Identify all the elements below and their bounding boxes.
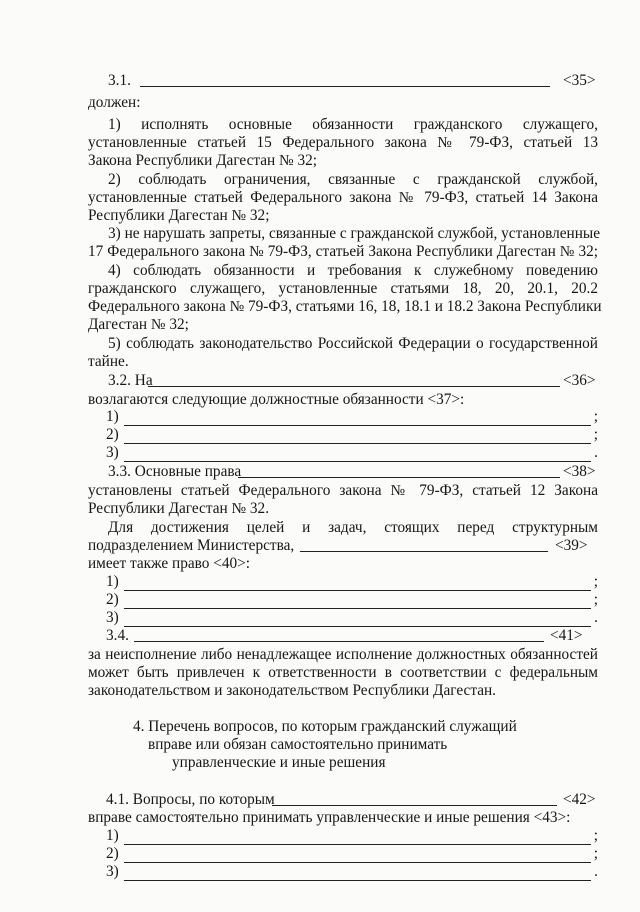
s31-item3-line2: 17 Федерального закона № 79-ФЗ, статьей Закона Республики Дагестан № 32; [88, 243, 598, 260]
s41-line1-end: ; [593, 827, 598, 844]
s33-blank-field [238, 477, 560, 478]
s33-para-line3: имеет также право <40>: [88, 555, 251, 572]
s31-blank-field [140, 86, 550, 87]
s33-line1: установлены статьей Федерального закона № 79-ФЗ, статьей 12 Закона [88, 482, 598, 499]
s33-line1-end: ; [593, 573, 598, 590]
s41-line1-blank [124, 830, 591, 845]
s34-blank-field [134, 641, 544, 642]
s31-item2-line1: 2) соблюдать ограничения, связанные с гражданской службой, [108, 171, 598, 188]
s31-item1-line1: 1) исполнять основные обязанности гражданского служащего, [108, 116, 598, 133]
s32-list-line1 [106, 408, 598, 426]
s31-item4-line4: Дагестан № 32; [88, 316, 189, 333]
s41-line2-end: ; [593, 845, 598, 862]
s32-line3-number: 3) [106, 444, 119, 461]
s31-item2-line3: Республики Дагестан № 32; [88, 207, 270, 224]
s31-continuation: должен: [88, 94, 141, 111]
s33-list-line2 [106, 591, 598, 609]
s41-line3-end: . [594, 863, 598, 880]
s32-lead: 3.2. На [108, 372, 153, 389]
s33-ref2: <39> [555, 537, 588, 554]
s34-line3: законодательством и законодательством Республики Дагестан. [88, 682, 496, 699]
s31-item4-line3: Федерального закона № 79-ФЗ, статьями 16, 18, 18.1 и 18.2 Закона Республики [88, 298, 602, 315]
s33-list-line3 [106, 609, 598, 627]
s33-ref: <38> [563, 463, 596, 480]
s31-item3-line1: 3) не нарушать запреты, связанные с гражданской службой, установленные [108, 225, 600, 242]
s33-line2-blank [124, 594, 591, 609]
s41-line3-number: 3) [106, 863, 119, 880]
s33-line2: Республики Дагестан № 32. [88, 500, 270, 517]
s31-item5-line1: 5) соблюдать законодательство Российской Федерации о государственной [108, 335, 598, 352]
s32-line3-blank [124, 447, 591, 462]
s32-line2-number: 2) [106, 426, 119, 443]
s41-line1-number: 1) [106, 827, 119, 844]
s33-line2-number: 2) [106, 591, 119, 608]
s33-line1-blank [124, 576, 591, 591]
s32-line1-blank [124, 411, 591, 426]
s31-header-line [108, 72, 598, 90]
s32-line1-number: 1) [106, 408, 119, 425]
s41-list-line1 [106, 827, 598, 845]
section4-heading-line3: управленческие и иные решения [172, 754, 386, 771]
s34-line1: за неисполнение либо ненадлежащее исполнение должностных обязанностей [88, 646, 598, 663]
s32-line2-blank [124, 429, 591, 444]
s31-ref: <35> [563, 72, 596, 89]
s32-list-line2 [106, 426, 598, 444]
s32-blank-field [148, 386, 560, 387]
s33-para-line2: подразделением Министерства, [88, 537, 295, 554]
s33-para-blank-field [300, 551, 548, 552]
s31-item1-line3: Закона Республики Дагестан № 32; [88, 152, 318, 169]
s32-ref: <36> [563, 372, 596, 389]
s34-ref: <41> [550, 627, 583, 644]
s31-item1-line2: установленные статьей 15 Федерального закона № 79-ФЗ, статьей 13 [88, 134, 598, 151]
s32-line2-end: ; [593, 426, 598, 443]
s32-line3-end: . [594, 444, 598, 461]
section4-heading-line2: вправе или обязан самостоятельно принимать [148, 736, 448, 753]
s31-item2-line2: установленные статьей Федерального закона № 79-ФЗ, статьей 14 Закона [88, 189, 598, 206]
s31-number: 3.1. [108, 72, 131, 89]
section4-heading-line1: 4. Перечень вопросов, по которым гражданский служащий [133, 718, 517, 735]
s32-list-line3 [106, 444, 598, 462]
s33-line1-number: 1) [106, 573, 119, 590]
s31-item4-line1: 4) соблюдать обязанности и требования к служебному поведению [108, 262, 598, 279]
s41-line3-blank [124, 866, 591, 881]
s33-line2-end: ; [593, 591, 598, 608]
s41-lead: 4.1. Вопросы, по которым [106, 791, 275, 808]
s33-line3-end: . [594, 609, 598, 626]
s32-line1-end: ; [593, 408, 598, 425]
s33-list-line1 [106, 573, 598, 591]
s41-blank-field [272, 805, 557, 806]
s33-line3-number: 3) [106, 609, 119, 626]
s32-continuation: возлагаются следующие должностные обязанности <37>: [88, 391, 465, 408]
s34-line2: может быть привлечен к ответственности в соответствии с федеральным [88, 664, 598, 681]
s41-line2-blank [124, 848, 591, 863]
s33-para-line1: Для достижения целей и задач, стоящих перед структурным [108, 519, 598, 536]
s41-list-line3 [106, 863, 598, 881]
s33-line3-blank [124, 612, 591, 627]
s41-ref: <42> [563, 791, 596, 808]
s41-continuation: вправе самостоятельно принимать управленческие и иные решения <43>: [88, 809, 571, 826]
s31-item4-line2: гражданского служащего, установленные статьями 18, 20, 20.1, 20.2 [88, 280, 598, 297]
s31-item5-line2: тайне. [88, 353, 129, 370]
s41-list-line2 [106, 845, 598, 863]
s41-line2-number: 2) [106, 845, 119, 862]
s33-lead: 3.3. Основные права [108, 463, 242, 480]
s34-number: 3.4. [106, 627, 129, 644]
